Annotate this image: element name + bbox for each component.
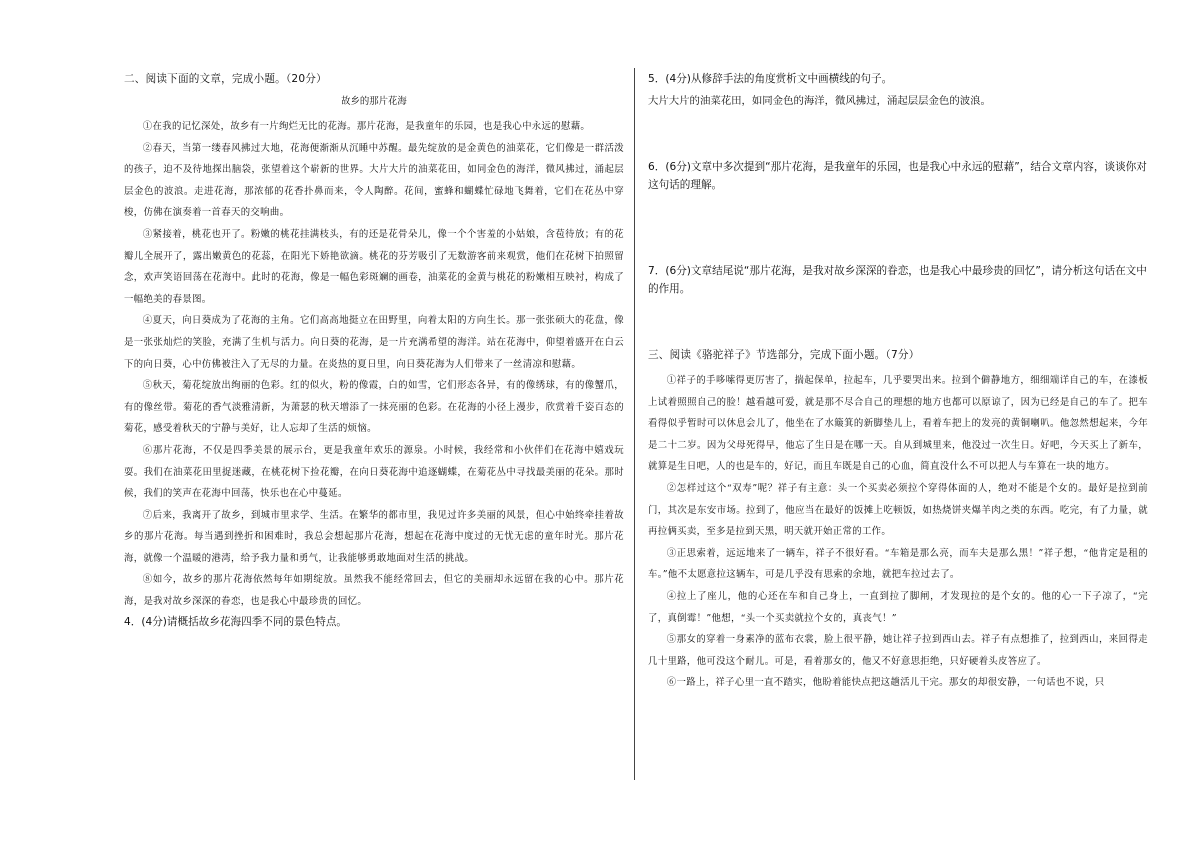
section-two-title: 二、阅读下面的文章，完成小题。（20分）	[124, 73, 327, 85]
article-paragraph: ⑧如今，故乡的那片花海依然每年如期绽放。虽然我不能经常回去，但它的美丽却永远留在我的心中。那片花海，是我对故乡深深的眷恋，也是我心中最珍贵的回忆。	[124, 574, 624, 608]
question-5-quote: 大片大片的油菜花田，如同金色的海洋，微风拂过，涌起层层金色的波浪。	[648, 95, 991, 107]
excerpt-paragraph: ⑥一路上，祥子心里一直不踏实，他盼着能快点把这趟活儿干完。那女的却很安静，一句话也不说，只	[666, 677, 1105, 689]
excerpt-paragraph: ⑤那女的穿着一身素净的蓝布衣裳，脸上很平静，她让祥子拉到西山去。祥子有点想推了，拉到西山，来回得走几十里路，他可没这个耐儿。可是，看着那女的，他又不好意思拒绝，只好硬着头皮答应了。	[648, 634, 1148, 667]
right-column	[648, 70, 1148, 694]
question-6: 6．(6分)文章中多次提到“那片花海，是我童年的乐园，也是我心中永远的慰藉”，结合文章内容，谈谈你对这句话的理解。	[648, 161, 1147, 191]
article-paragraph: ③紧接着，桃花也开了。粉嫩的桃花挂满枝头，有的还是花骨朵儿，像一个个害羞的小姑娘，含苞待放；有的花瓣儿全展开了，露出嫩黄色的花蕊，在阳光下娇艳欲滴。桃花的芬芳吸引了无数游客前来观赏，他们在花树下拍照留念，欢声笑语回荡在花海中。此时的花海，像是一幅色彩斑斓的画卷，油菜花的金黄与桃花的粉嫩相互映衬，构成了一幅绝美的春景图。	[124, 228, 624, 305]
answer-space	[648, 298, 1148, 346]
question-5: 5．(4分)从修辞手法的角度赏析文中画横线的句子。	[648, 73, 893, 85]
article-paragraph: ⑤秋天，菊花绽放出绚丽的色彩。红的似火，粉的像霞，白的如雪，它们形态各异，有的像绣球，有的像蟹爪，有的像丝带。菊花的香气淡雅清新，为萧瑟的秋天增添了一抹亮丽的色彩。在花海的小径上漫步，欣赏着千姿百态的菊花，感受着秋天的宁静与美好，让人忘却了生活的烦恼。	[124, 380, 624, 435]
question-7: 7．(6分)文章结尾说“那片花海，是我对故乡深深的眷恋，也是我心中最珍贵的回忆”，请分析这句话在文中的作用。	[648, 265, 1147, 295]
excerpt-paragraph: ①祥子的手哆嗦得更厉害了，揣起保单，拉起车，几乎要哭出来。拉到个僻静地方，细细端详自己的车，在漆板上试着照照自己的脸！越看越可爱，就是那不尽合自己的理想的地方也都可以原谅了，因为已经是自己的车了。把车看得似乎暂时可以休息会儿了，他坐在了水簸箕的新脚垫儿上，看着车把上的发亮的黄铜喇叭。他忽然想起来，今年是二十二岁。因为父母死得早，他忘了生日是在哪一天。自从到城里来，他没过一次生日。好吧，今天买上了新车，就算是生日吧，人的也是车的，好记，而且车既是自己的心血，简直没什么不可以把人与车算在一块的地方。	[648, 375, 1148, 473]
article-paragraph: ①在我的记忆深处，故乡有一片绚烂无比的花海。那片花海，是我童年的乐园，也是我心中永远的慰藉。	[142, 121, 591, 132]
excerpt-paragraph: ③正思索着，远远地来了一辆车，祥子不很好看。“车箱是那么亮，而车夫是那么黑！”祥子想，“他肯定是租的车。”他不太愿意拉这辆车，可是几乎没有思索的余地，就把车拉过去了。	[648, 547, 1148, 581]
article-title: 故乡的那片花海	[341, 96, 407, 107]
excerpt-paragraph: ②怎样过这个“双寿”呢？祥子有主意：头一个买卖必须拉个穿得体面的人，绝对不能是个女的。最好是拉到前门，其次是东安市场。拉到了，他应当在最好的饭摊上吃顿饭，如热烧饼夹爆羊肉之类的东西。吃完，有了力量，就再拉俩买卖，至多是拉到天黑，明天就开始正常的工作。	[648, 482, 1148, 538]
excerpt-paragraph: ④拉上了座儿，他的心还在车和自己身上，一直到拉了脚闸，才发现拉的是个女的。他的心一下子凉了，“完了，真倒霉！”他想，“头一个买卖就拉个女的，真丧气！”	[648, 590, 1148, 624]
section-three-title: 三、阅读《骆驼祥子》节选部分，完成下面小题。（7分）	[648, 349, 920, 361]
answer-space	[648, 110, 1148, 158]
article-paragraph: ②春天，当第一缕春风拂过大地，花海便渐渐从沉睡中苏醒。最先绽放的是金黄色的油菜花，它们像是一群活泼的孩子，迫不及待地探出脑袋，张望着这个崭新的世界。大片大片的油菜花田，如同金色的海洋，微风拂过，涌起层层金色的波浪。走进花海，那浓郁的花香扑鼻而来，令人陶醉。花间，蜜蜂和蝴蝶忙碌地飞舞着，它们在花丛中穿梭，仿佛在演奏着一首春天的交响曲。	[124, 142, 624, 219]
article-paragraph: ④夏天，向日葵成为了花海的主角。它们高高地挺立在田野里，向着太阳的方向生长。那一张张硕大的花盘，像是一张张灿烂的笑脸，充满了生机与活力。向日葵的花海，是一片充满希望的海洋。站在花海中，仰望着盛开在白云下的向日葵，心中仿佛被注入了无尽的力量。在炎热的夏日里，向日葵花海为人们带来了一丝清凉和慰藉。	[124, 315, 624, 370]
article-paragraph: ⑥那片花海，不仅是四季美景的展示台，更是我童年欢乐的源泉。小时候，我经常和小伙伴们在花海中嬉戏玩耍。我们在油菜花田里捉迷藏，在桃花树下捡花瓣，在向日葵花海中追逐蝴蝶，在菊花丛中寻找最美丽的花朵。那时候，我们的笑声在花海中回荡，快乐也在心中蔓延。	[124, 444, 624, 500]
article-paragraph: ⑦后来，我离开了故乡，到城市里求学、生活。在繁华的都市里，我见过许多美丽的风景，但心中始终牵挂着故乡的那片花海。每当遇到挫折和困难时，我总会想起那片花海，想起在花海中度过的无忧无虑的童年时光。那片花海，就像一个温暖的港湾，给予我力量和勇气，让我能够勇敢地面对生活的挑战。	[124, 509, 624, 564]
answer-space	[648, 194, 1148, 262]
question-4: 4．(4分)请概括故乡花海四季不同的景色特点。	[124, 615, 348, 628]
left-column	[124, 70, 624, 631]
column-divider	[634, 68, 635, 780]
